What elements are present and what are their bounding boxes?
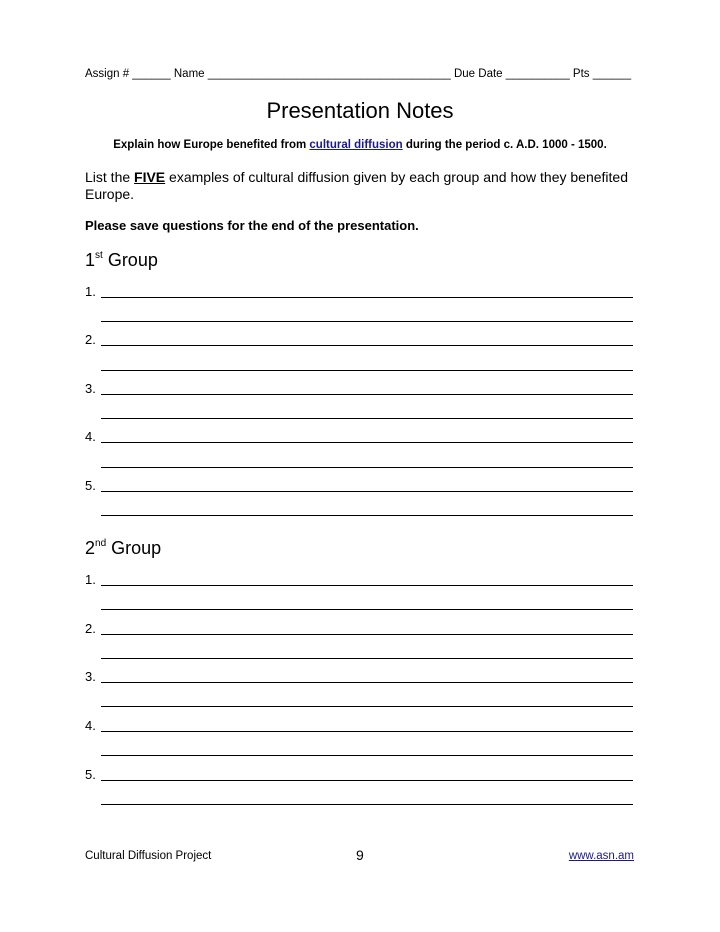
group-1-item-4-answer-line-2[interactable] (101, 467, 633, 468)
group-2-item-5-number: 5. (85, 767, 96, 782)
group-1-item-1-answer-line-2[interactable] (101, 321, 633, 322)
group-2-item-4-answer-line-2[interactable] (101, 755, 633, 756)
group-1-item-3-answer-line[interactable] (101, 394, 633, 395)
group-1-word: Group (107, 250, 158, 270)
group-2-heading (85, 538, 161, 559)
group-1-suffix: st (95, 250, 103, 261)
group-1-item-3-answer-line-2[interactable] (101, 418, 633, 419)
group-1-ordinal: 1 (85, 250, 96, 270)
group-1-item-2-answer-line-2[interactable] (101, 370, 633, 371)
group-2-item-1-number: 1. (85, 572, 96, 587)
group-2-word: Group (111, 538, 162, 558)
explain-text-before: Explain how Europe benefited from (113, 139, 310, 151)
group-2-item-4-number: 4. (85, 718, 96, 733)
group-1-item-3-number: 3. (85, 381, 96, 396)
five-emphasis: FIVE (134, 169, 166, 185)
group-1-item-5-number: 5. (85, 478, 96, 493)
footer-project-name: Cultural Diffusion Project (85, 850, 212, 862)
instructions-after: examples of cultural diffusion given by each group and how they benefited Europe. (85, 169, 628, 202)
group-2-item-3-answer-line[interactable] (101, 682, 633, 683)
footer-page-number: 9 (356, 847, 364, 863)
group-2-suffix: nd (95, 538, 107, 549)
group-2-item-2-number: 2. (85, 621, 96, 636)
group-2-item-3-answer-line-2[interactable] (101, 706, 633, 707)
group-2-ordinal: 2 (85, 538, 96, 558)
explain-text-after: during the period c. A.D. 1000 - 1500. (402, 139, 607, 151)
instructions-before: List the (85, 169, 135, 185)
group-2-item-2-answer-line-2[interactable] (101, 658, 633, 659)
assignment-header: Assign # ______ Name ______________________________________ Due Date __________ Pts ______ (85, 68, 632, 80)
group-1-item-4-answer-line[interactable] (101, 442, 633, 443)
group-1-item-1-number: 1. (85, 284, 96, 299)
cultural-diffusion-link[interactable]: cultural diffusion (309, 139, 403, 151)
save-questions-note: Please save questions for the end of the presentation. (85, 218, 419, 233)
group-2-item-4-answer-line[interactable] (101, 731, 633, 732)
group-1-heading (85, 250, 158, 271)
group-1-item-2-number: 2. (85, 332, 96, 347)
group-1-item-1-answer-line[interactable] (101, 297, 633, 298)
group-2-item-1-answer-line[interactable] (101, 585, 633, 586)
group-1-item-4-number: 4. (85, 429, 96, 444)
group-2-item-2-answer-line[interactable] (101, 634, 633, 635)
group-2-item-5-answer-line-2[interactable] (101, 804, 633, 805)
list-instructions (85, 169, 645, 203)
group-1-item-5-answer-line[interactable] (101, 491, 633, 492)
group-1-item-2-answer-line[interactable] (101, 345, 633, 346)
footer-website-link[interactable]: www.asn.am (568, 850, 634, 862)
group-2-item-3-number: 3. (85, 669, 96, 684)
group-2-item-1-answer-line-2[interactable] (101, 609, 633, 610)
page-title: Presentation Notes (266, 98, 454, 123)
group-1-item-5-answer-line-2[interactable] (101, 515, 633, 516)
explain-prompt (0, 139, 720, 151)
group-2-item-5-answer-line[interactable] (101, 780, 633, 781)
